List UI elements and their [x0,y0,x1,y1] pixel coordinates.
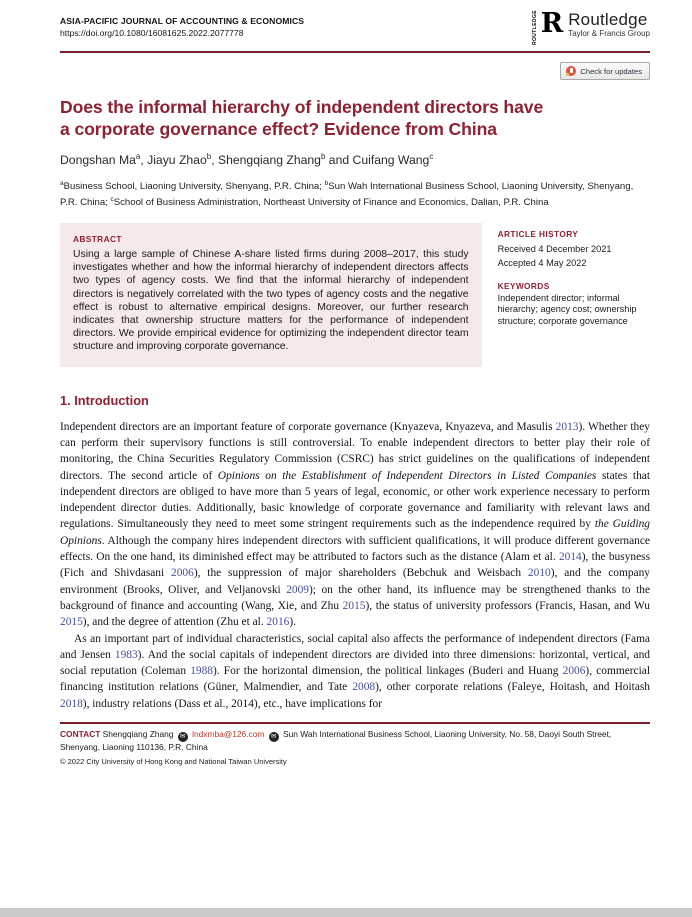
citation-year-link[interactable]: 2015 [342,599,366,612]
abstract-label: ABSTRACT [73,234,122,245]
italic-text: Opinions on the Establishment of Independent Directors in Listed Companies [217,469,597,482]
contact-email-link[interactable]: lndxmba@126.com [192,729,265,739]
italic-text: the Guiding Opinions [60,518,650,547]
citation-year-link[interactable]: 2006 [562,665,586,678]
check-for-updates-button[interactable] [560,62,650,80]
contact-address: Sun Wah International Business School, Liaoning University, No. 58, Daoyi South Street, Shenyang, Liaoning 110136, P.R. China [60,729,612,752]
email-icon: ✉ [178,732,188,742]
citation-year-link[interactable]: 2013 [555,420,579,433]
article-meta-sidebar [498,223,650,367]
abstract-text: Using a large sample of Chinese A-share listed firms during 2008–2017, this study investigates whether and how the informal hierarchy of independent directors affects two types of agency costs. We find that the informal hierarchy of independent directors is negatively correlated with the two types of agency costs and the negative effect is robust to alternative empirical designs. Moreover, our further research indicates that ownership structure matters for the performance of independent directors. We provide empirical evidence for optimizing the independent director team structure and improving corporate governance. [73,249,469,353]
superscript-marker: a [60,180,64,188]
accepted-date: Accepted 4 May 2022 [497,257,587,268]
affiliations: $^a$Business School, Liaoning University, Shenyang, P.R. China; $^b$Sun Wah International Business School, Liaoning University, Shenyang, P.R. China; $^c$School of Business Administration, Northeast University of Finance and Economics, Dalian, P.R. China [60,180,634,209]
superscript-marker: b [206,152,212,161]
citation-year-link[interactable]: 2014 [558,551,582,564]
address-envelope-icon: ✉ [269,732,279,742]
routledge-r-icon: R [540,8,564,39]
publisher-group: Taylor & Francis Group [568,29,650,38]
citation-year-link[interactable]: 1988 [190,665,213,678]
introduction-body [60,419,650,712]
citation-year-link[interactable]: 2008 [352,681,376,694]
footer-divider [60,722,650,724]
author-list: Dongshan Ma$^a$, Jiayu Zhao$^b$, Shengqiang Zhang$^b$ and Cuifang Wang$^c$ [60,152,434,168]
superscript-marker: c [429,152,434,161]
article-history-label: ARTICLE HISTORY [497,229,579,240]
doi-link[interactable]: https://doi.org/10.1080/16081625.2022.2077778 [60,28,244,38]
intro-paragraph-2: As an important part of individual characteristics, social capital also affects the performance of independent directors (Fama and Jensen 1983). And the social capitals of independent directors are divided into three dimensions: horizontal, vertical, and social reputation (Coleman 1988). For the horizontal dimension, the political linkages (Buderi and Huang 2006), commercial financing institution relations (Güner, Malmendier, and Tate 2008), other corporate relations (Faleye, Hoitash, and Hoitash 2018), industry relations (Dass et al., 2014), etc., have implications for [60,632,651,710]
keywords-list: Independent director; informal hierarchy; agency cost; ownership structure; corporate governance [497,292,637,327]
publisher-name: Routledge [568,10,648,29]
superscript-marker: b [320,152,326,161]
contact-block [60,729,646,753]
header-divider [60,51,650,53]
received-date: Received 4 December 2021 [497,244,612,255]
citation-year-link[interactable]: 2018 [60,697,83,710]
keywords-label: KEYWORDS [497,280,550,291]
section-heading-introduction: 1. Introduction [60,392,149,408]
title-line-1: Does the informal hierarchy of independent directors have [60,97,544,117]
contact-label: CONTACT [60,729,101,739]
page-header [60,10,650,46]
citation-year-link[interactable]: 2006 [171,567,194,580]
crossmark-icon [566,66,576,76]
citation-year-link[interactable]: 2009 [286,583,309,596]
citation-year-link[interactable]: 1983 [114,648,138,661]
article-title [60,96,650,140]
superscript-marker: a [135,152,141,161]
journal-name: ASIA-PACIFIC JOURNAL OF ACCOUNTING & ECONOMICS [60,16,305,26]
abstract-section [60,223,650,367]
abstract-box [60,223,482,367]
intro-paragraph-1: Independent directors are an important feature of corporate governance (Knyazeva, Knyazeva, and Masulis 2013). Whether they can perform their supervisory functions is still controversial. To enable independent directors to better play their role of monitoring, the China Securities Regulatory Commission (CSRC) has strict guidelines on the qualifications of independent directors. The second article of Opinions on the Establishment of Independent Directors in Listed Companies states that independent directors are obliged to have more than 5 years of legal, economic, or other work experience necessary to perform independent director duties. Additionally, basic knowledge of corporate governance and familiarity with relevant laws and regulations. Simultaneously they need to meet some stringent requirements such as the independence required by the Guiding Opinions. Although the company hires independent directors with sufficient qualifications, it will produce different governance effects. On the one hand, its diminished effect may be attributed to factors such as the distance (Alam et al. 2014), the busyness (Fich and Shivdasani 2006), the suppression of major shareholders (Bebchuk and Weisbach 2010), and the company environment (Brooks, Oliver, and Veljanovski 2009); on the other hand, its influence may be strengthened thanks to the background of finance and accounting (Wang, Xie, and Zhu 2015), the status of university professors (Francis, Hasan, and Wu 2015), and the degree of attention (Zhu et al. 2016). [60,420,651,629]
citation-year-link[interactable]: 2015 [60,616,83,629]
routledge-logo [532,10,650,46]
citation-year-link[interactable]: 2016 [266,616,290,629]
journal-info [60,10,304,38]
routledge-vertical-wordmark: ROUTLEDGE [531,10,538,45]
badge-row [60,62,650,80]
superscript-marker: b [324,180,329,188]
superscript-marker: c [110,196,114,204]
citation-year-link[interactable]: 2010 [527,567,551,580]
publisher-names [568,10,650,38]
copyright-notice: © 2022 City University of Hong Kong and National Taiwan University [60,757,287,767]
contact-name: Shengqiang Zhang [102,729,174,739]
title-line-2: a corporate governance effect? Evidence from China [60,119,497,139]
page-edge-shadow [0,908,692,917]
check-for-updates-label: Check for updates [580,66,642,76]
